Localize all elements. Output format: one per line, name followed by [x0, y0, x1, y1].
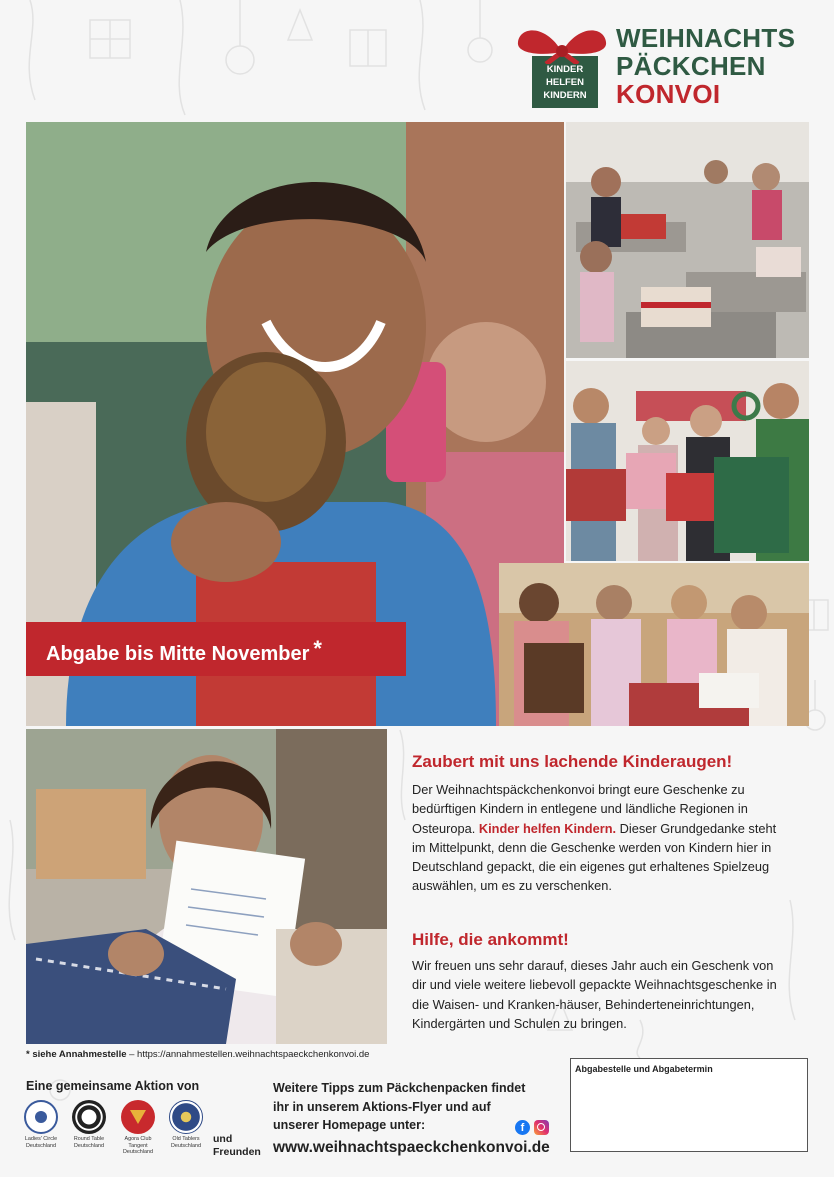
deadline-text: Abgabe bis Mitte November [46, 643, 310, 665]
red-bow-icon [516, 22, 608, 64]
homepage-link[interactable]: www.weihnachtspaeckchenkonvoi.de [273, 1139, 550, 1156]
girls-unpacking-photo [499, 563, 809, 726]
footnote [26, 1049, 369, 1060]
agora-club-logo-icon [121, 1100, 155, 1134]
logo-title-line2: PÄCKCHEN [616, 51, 766, 81]
dropoff-box[interactable] [570, 1058, 808, 1152]
partner-round-table [68, 1100, 110, 1149]
section1-text-after: Dieser Grundgedanke steht im Mittelpunkt, denn die Geschenke werden von Kindern hier in Deutschland gepackt, die ein eigenes gut erhaltenes Spielzeug auswählen, um es zu verschenken. [412, 820, 777, 894]
girl-with-letter-photo [26, 729, 387, 1044]
logo-title-line3: KONVOI [616, 79, 721, 109]
section1-highlight: Kinder helfen Kindern. [478, 820, 617, 836]
logo-badge-line: HELFEN [546, 77, 584, 88]
classroom-photo [566, 122, 809, 358]
partner-label: Round Table Deutschland [73, 1136, 105, 1149]
deadline-banner [26, 622, 406, 676]
instagram-icon[interactable] [534, 1120, 549, 1135]
partner-old-tablers [165, 1100, 207, 1149]
section2-heading: Hilfe, die ankommt! [412, 930, 569, 949]
round-table-logo-icon [72, 1100, 106, 1134]
section1-text-before: Der Weihnachtspäckchenkonvoi bringt eure Geschenke zu bedürftigen Kindern in entlegene und ländliche Regionen in Osteuropa. [412, 782, 748, 836]
facebook-icon[interactable]: f [515, 1120, 530, 1135]
logo-badge-line: KINDERN [543, 90, 587, 101]
deadline-asterisk: * [313, 636, 322, 661]
section1-heading: Zaubert mit uns lachende Kinderaugen! [412, 752, 733, 771]
partner-ladies-circle [20, 1100, 62, 1149]
partner-label: Ladies' Circle Deutschland [24, 1136, 58, 1149]
footnote-star: * siehe Annahmestelle [26, 1049, 127, 1060]
logo-title-line1: WEIHNACHTS [616, 23, 796, 53]
children-with-gifts-photo [566, 361, 809, 561]
dropoff-label: Abgabestelle und Abgabetermin [575, 1064, 713, 1074]
ladies-circle-logo-icon [24, 1100, 58, 1134]
old-tablers-logo-icon [169, 1100, 203, 1134]
logo-badge-line: KINDER [546, 64, 584, 75]
section1-body [412, 780, 782, 896]
partners-title: Eine gemeinsame Aktion von [26, 1079, 200, 1093]
and-friends: und Freunden [213, 1133, 261, 1158]
partner-agora-club [117, 1100, 159, 1156]
partner-label: Agora Club Tangent Deutschland [123, 1136, 153, 1155]
section2-body: Wir freuen uns sehr darauf, dieses Jahr auch ein Geschenk von dir und viele weitere liebevoll gepackte Weihnachtsgeschenke in die Waisen- und Kranken-häuser, Behinderteneinrichtungen, Kindergärten und Schulen zu bringen. [412, 958, 777, 1031]
footnote-url: – https://annahmestellen.weihnachtspaeckchenkonvoi.de [126, 1049, 370, 1060]
partner-label: Old Tablers Deutschland [171, 1136, 201, 1149]
tips-text: Weitere Tipps zum Päckchenpacken findet ihr in unserem Aktions-Flyer und auf unserer Homepage unter: [273, 1081, 526, 1132]
